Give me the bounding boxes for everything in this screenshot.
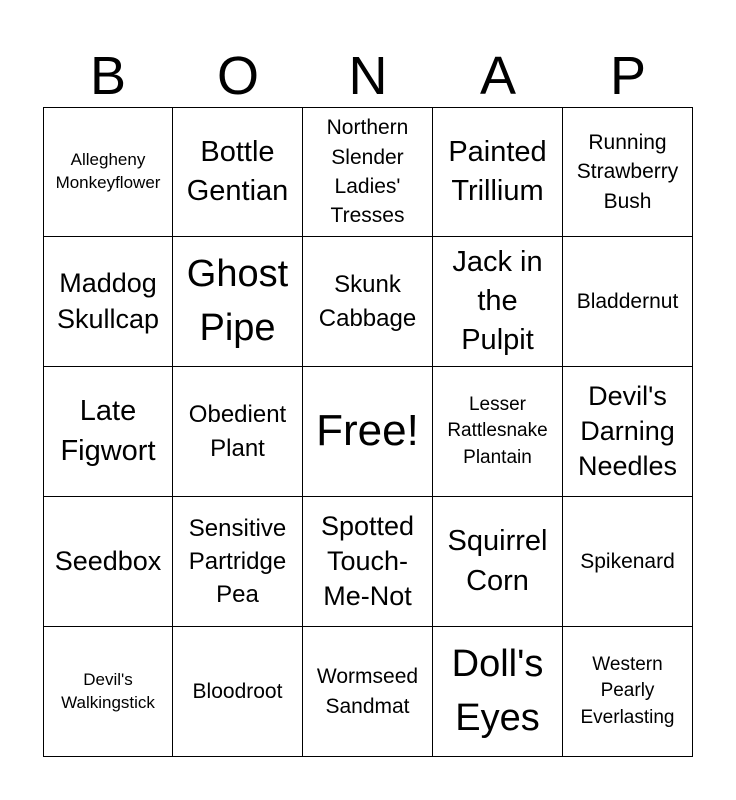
bingo-cell[interactable] <box>303 497 433 627</box>
bingo-cell[interactable] <box>43 237 173 367</box>
cell-label: Bottle Gentian <box>186 135 289 207</box>
cell-label: Devil's Walkingstick <box>61 669 155 712</box>
bingo-header <box>43 45 693 107</box>
cell-label: Spotted Touch-Me-Not <box>320 510 415 612</box>
cell-label: Bloodroot <box>192 679 283 703</box>
bingo-cell[interactable] <box>303 107 433 237</box>
cell-label: Allegheny Monkeyflower <box>55 150 161 192</box>
bingo-cell[interactable] <box>173 367 303 497</box>
cell-label: Late Figwort <box>60 395 156 467</box>
cell-label: Maddog Skullcap <box>56 268 160 334</box>
header-letter-p: P <box>609 46 647 106</box>
bingo-cell[interactable] <box>563 107 693 237</box>
cell-label: Squirrel Corn <box>447 525 548 597</box>
cell-label: Spikenard <box>580 549 675 573</box>
header-letter-n: N <box>348 46 388 106</box>
cell-label: Lesser Rattlesnake Plantain <box>447 394 548 468</box>
bingo-cell[interactable] <box>563 367 693 497</box>
header-letter-a: A <box>479 46 517 106</box>
cell-label: Painted Trillium <box>448 135 547 207</box>
bingo-cell[interactable] <box>43 627 173 757</box>
bingo-cell[interactable] <box>563 237 693 367</box>
bingo-cell[interactable] <box>433 367 563 497</box>
cell-label: Western Pearly Everlasting <box>580 654 675 728</box>
free-space[interactable] <box>303 367 433 497</box>
cell-label: Jack in the Pulpit <box>452 245 543 357</box>
cell-label: Bladdernut <box>576 289 679 313</box>
cell-label: Sensitive Partridge Pea <box>188 514 287 609</box>
bingo-cell[interactable] <box>173 627 303 757</box>
bingo-cell[interactable] <box>43 367 173 497</box>
bingo-cell[interactable] <box>303 627 433 757</box>
bingo-cell[interactable] <box>43 497 173 627</box>
bingo-cell[interactable] <box>303 237 433 367</box>
bingo-cell[interactable] <box>563 497 693 627</box>
bingo-cell[interactable] <box>173 107 303 237</box>
header-letter-b: B <box>89 46 127 106</box>
bingo-cell[interactable] <box>433 237 563 367</box>
bingo-cell[interactable] <box>43 107 173 237</box>
cell-label: Obedient Plant <box>188 401 287 462</box>
bingo-cell[interactable] <box>563 627 693 757</box>
bingo-cell[interactable] <box>433 107 563 237</box>
header-letter-o: O <box>216 46 259 106</box>
cell-label: Doll's Eyes <box>451 643 544 739</box>
cell-label: Devil's Darning Needles <box>577 380 678 482</box>
free-label: Free! <box>316 406 419 456</box>
cell-label: Ghost Pipe <box>186 253 289 349</box>
cell-label: Skunk Cabbage <box>318 271 417 332</box>
bingo-cell[interactable] <box>433 497 563 627</box>
bingo-board <box>43 107 693 757</box>
cell-label: Running Strawberry Bush <box>576 130 679 213</box>
bingo-cell[interactable] <box>433 627 563 757</box>
cell-label: Wormseed Sandmat <box>316 665 419 718</box>
cell-label: Seedbox <box>54 545 162 576</box>
cell-label: Northern Slender Ladies' Tresses <box>326 116 409 228</box>
bingo-cell[interactable] <box>173 497 303 627</box>
bingo-cell[interactable] <box>173 237 303 367</box>
